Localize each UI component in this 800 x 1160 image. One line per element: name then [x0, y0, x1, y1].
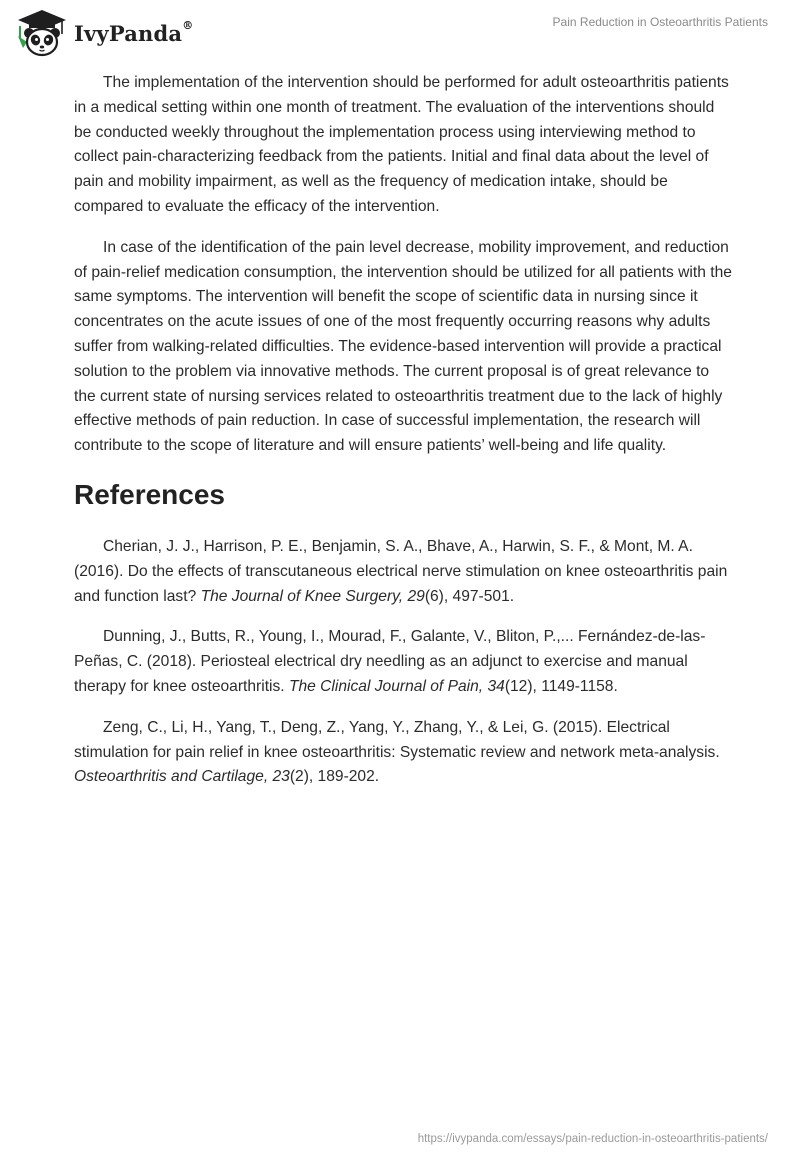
reference-item [74, 625, 734, 699]
reference-item [74, 716, 734, 790]
references-heading: References [74, 478, 225, 510]
brand-name-text: IvyPanda [74, 20, 183, 46]
reference-pages: (12), 1149-1158. [504, 677, 618, 695]
document-body [74, 71, 734, 806]
registered-mark: ® [182, 18, 194, 32]
brand-name [74, 18, 194, 46]
reference-pages: (2), 189-202. [289, 768, 380, 786]
panda-graduate-icon [14, 8, 70, 58]
reference-text: Cherian, J. J., Harrison, P. E., Benjamin, S. A., Bhave, A., Harwin, S. F., & Mont, M. A. (2016). Do the effects of transcutaneous electrical nerve stimulation on knee osteoarthritis pain and function last? [74, 537, 728, 605]
reference-item [74, 535, 734, 609]
reference-text: Dunning, J., Butts, R., Young, I., Mourad, F., Galante, V., Bliton, P.,... Fernández-de-las-Peñas, C. (2018). Periosteal electrical dry needling as an adjunct to exercise and manual therapy for knee osteoarthritis. [74, 628, 706, 695]
reference-pages: (6), 497-501. [424, 587, 515, 605]
body-paragraph-1: The implementation of the intervention should be performed for adult osteoarthritis patients in a medical setting within one month of treatment. The evaluation of the interventions should be conducted weekly throughout the implementation process using interviewing method to collect pain-characterizing feedback from the patients. Initial and final data about the level of pain and mobility impairment, as well as the frequency of medication intake, should be compared to evaluate the efficacy of the intervention. [74, 74, 729, 215]
page-header [0, 0, 800, 70]
source-url[interactable]: https://ivypanda.com/essays/pain-reduction-in-osteoarthritis-patients/ [417, 1133, 768, 1145]
body-paragraph-2: In case of the identification of the pain level decrease, mobility improvement, and reduction of pain-relief medication consumption, the intervention should be utilized for all patients with the same symptoms. The intervention will benefit the scope of scientific data in nursing since it concentrates on the acute issues of one of the most frequently occurring reasons why adults suffer from walking-related difficulties. The evidence-based intervention will provide a practical solution to the problem via innovative methods. The current proposal is of great relevance to the current state of nursing services related to osteoarthritis treatment due to the lack of highly effective methods of pain reduction. In case of successful implementation, the research will contribute to the scope of literature and will ensure patients’ well-being and life quality. [74, 238, 732, 455]
reference-journal: Osteoarthritis and Cartilage, 23 [74, 768, 290, 786]
reference-text: Zeng, C., Li, H., Yang, T., Deng, Z., Yang, Y., Zhang, Y., & Lei, G. (2015). Electrical stimulation for pain relief in knee osteoarthritis: Systematic review and network meta-analysis. [74, 718, 720, 761]
brand-logo[interactable] [14, 8, 193, 58]
reference-journal: The Clinical Journal of Pain, 34 [288, 677, 505, 695]
running-title: Pain Reduction in Osteoarthritis Patients [552, 15, 768, 29]
reference-journal: The Journal of Knee Surgery, 29 [200, 587, 425, 605]
